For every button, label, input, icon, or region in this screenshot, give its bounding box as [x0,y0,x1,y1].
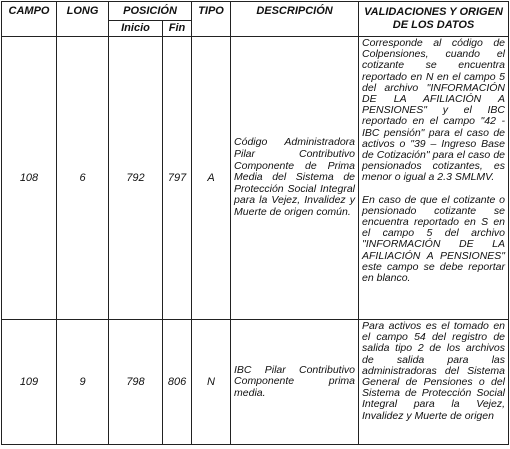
row-inicio: 798 [109,320,163,445]
header-campo: CAMPO [2,2,57,37]
specification-table [1,1,509,445]
header-validaciones: VALIDACIONES Y ORIGEN DE LOS DATOS [359,2,509,37]
header-posicion: POSICIÓN [109,2,192,21]
row-campo: 108 [2,37,57,320]
header-long: LONG [57,2,109,37]
table-row [2,320,509,445]
header-inicio: Inicio [109,21,163,37]
row-descripcion [231,37,359,320]
row-long: 9 [57,320,109,445]
row-tipo: N [192,320,231,445]
validaciones-paragraph: En caso de que el cotizante o pensionado cotizante se encuentra reportado en S en el campo 5 del archivo "INFORMACIÓN DE LA AFILIACIÓN A PENSIONES" este campo se debe reportar en blanco. [362,193,506,285]
row-validaciones [359,320,509,445]
header-descripcion: DESCRIPCIÓN [231,2,359,37]
row-validaciones [359,37,509,320]
table-row [2,37,509,320]
header-tipo: TIPO [192,2,231,37]
validaciones-paragraph: Para activos es el tomado en el campo 54 del registro de salida tipo 2 de los archivos de salida para las administradoras del Sistema General de Pensiones o del Sistema de Protección Social Integral para la Vejez, Invalidez y Muerte de origen [362,320,506,422]
row-descripcion [231,320,359,445]
row-tipo: A [192,37,231,320]
header-fin: Fin [163,21,192,37]
row-campo: 109 [2,320,57,445]
row-fin: 797 [163,37,192,320]
descripcion-text: IBC Pilar Contributivo Componente prima media. [234,363,356,399]
validaciones-paragraph: Corresponde al código de Colpensiones, cuando el cotizante se encuentra reportado en N en el campo 5 del archivo "INFORMACIÓN DE LA AFILIACIÓN A PENSIONES" y el IBC reportado en el campo "42 - IBC pensión" para el caso de activos o "39 – Ingreso Base de Cotización" para el caso de pensionados cotizantes, es menor o igual a 2.3 SMLMV. [362,37,506,184]
row-inicio: 792 [109,37,163,320]
row-long: 6 [57,37,109,320]
row-fin: 806 [163,320,192,445]
descripcion-text: Código Administradora Pilar Contributivo Componente de Prima Media del Sistema de Protección Social Integral para la Vejez, Invalidez y Muerte de origen común. [234,136,356,218]
